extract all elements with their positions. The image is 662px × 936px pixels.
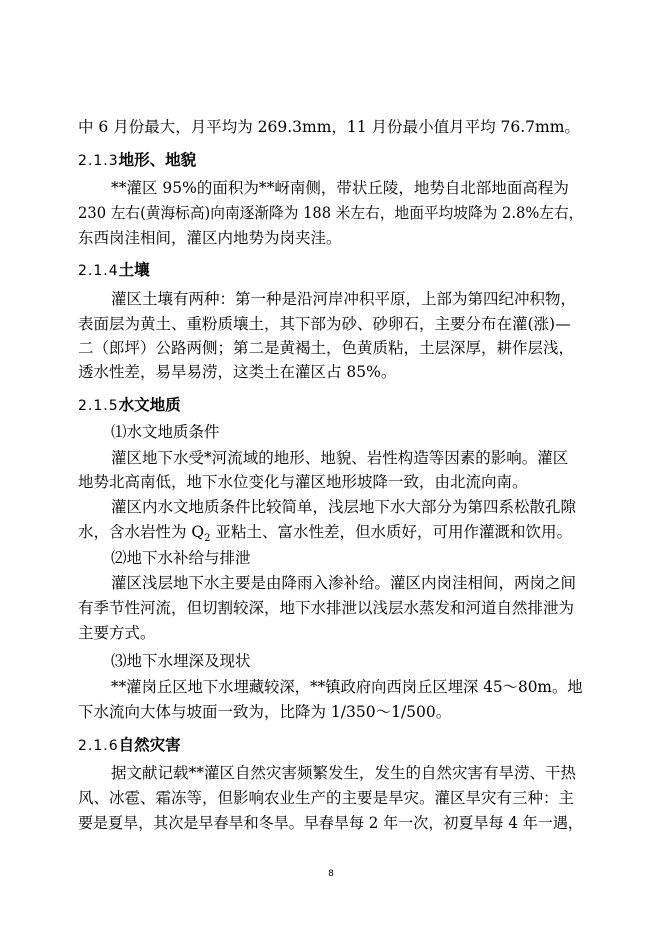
section-heading-2-1-4	[78, 260, 150, 280]
paragraph-line: 灌区内水文地质条件比较简单，浅层地下水大部分为第四系松散孔隙	[111, 498, 577, 516]
paragraph-line: **灌区 95%的面积为**岈南侧，带状丘陵，地势自北部地面高程为	[111, 179, 569, 197]
paragraph-line: 有季节性河流，但切割较深，地下水排泄以浅层水蒸发和河道自然排泄为	[78, 599, 575, 617]
paragraph-line: 二（郎坪）公路两侧；第二是黄褐土，色黄质粘，土层深厚，耕作层浅，	[78, 339, 575, 357]
paragraph-line: 灌区浅层地下水主要是由降雨入渗补给。灌区内岗洼相间，两岗之间	[111, 574, 577, 592]
paragraph-line: 风、冰雹、霜冻等，但影响农业生产的主要是旱灾。灌区旱灾有三种：主	[78, 789, 575, 807]
paragraph-line: 主要方式。	[78, 624, 156, 642]
paragraph-line: 灌区土壤有两种：第一种是沿河岸冲积平原，上部为第四纪冲积物，	[111, 290, 577, 308]
paragraph-line: 要是夏旱，其次是早春旱和冬旱。早春旱每 2 年一次，初夏旱每 4 年一遇，	[78, 814, 583, 832]
section-number: 2.1.6	[78, 738, 119, 754]
subsection-title: ⑴水文地质条件	[111, 423, 220, 441]
subscript: 2	[204, 533, 211, 545]
paragraph-line: 表面层为黄土、重粉质壤土，其下部为砂、砂卵石，主要分布在灌(涨)—	[78, 315, 571, 333]
paragraph-line: 地势北高南低，地下水位变化与灌区地形坡降一致，由北流向南。	[78, 473, 528, 491]
paragraph-line: **灌岗丘区地下水埋藏较深，**镇政府向西岗丘区埋深 45～80m。地	[111, 678, 583, 696]
paragraph-line: 透水性差，易旱易涝，这类土在灌区占 85%。	[78, 363, 397, 381]
paragraph-line: 中 6 月份最大，月平均为 269.3mm，11 月份最小值月平均 76.7mm。	[78, 118, 580, 136]
section-title: 地形、地貌	[118, 151, 197, 169]
paragraph-line: 据文献记载**灌区自然灾害频繁发生，发生的自然灾害有旱涝、干热	[111, 764, 577, 782]
paragraph-line: 东西岗洼相间，灌区内地势为岗夹洼。	[78, 229, 342, 247]
section-number: 2.1.4	[78, 263, 119, 279]
paragraph-line: 230 左右(黄海标高)向南逐渐降为 188 米左右，地面平均坡降为 2.8%左右，	[78, 204, 584, 222]
section-number: 2.1.3	[78, 153, 119, 169]
paragraph-line: 灌区地下水受*河流域的地形、地貌、岩性构造等因素的影响。灌区	[111, 449, 569, 467]
section-number: 2.1.5	[78, 398, 119, 414]
subsection-title: ⑵地下水补给与排泄	[111, 549, 251, 567]
paragraph-line: 下水流向大体与坡面一致为，比降为 1/350～1/500。	[78, 703, 452, 721]
section-heading-2-1-5	[78, 395, 181, 415]
section-title: 自然灾害	[118, 736, 181, 754]
page-number: 8	[328, 869, 334, 879]
subsection-title: ⑶地下水埋深及现状	[111, 652, 251, 670]
text-run: 水，含水岩性为 Q	[78, 523, 205, 541]
section-heading-2-1-3	[78, 150, 196, 170]
section-heading-2-1-6	[78, 735, 181, 755]
section-title: 土壤	[118, 261, 150, 279]
text-run: 亚粘土、富水性差，但水质好，可用作灌溉和饮用。	[210, 523, 572, 541]
paragraph-line	[78, 522, 572, 545]
section-title: 水文地质	[118, 396, 181, 414]
